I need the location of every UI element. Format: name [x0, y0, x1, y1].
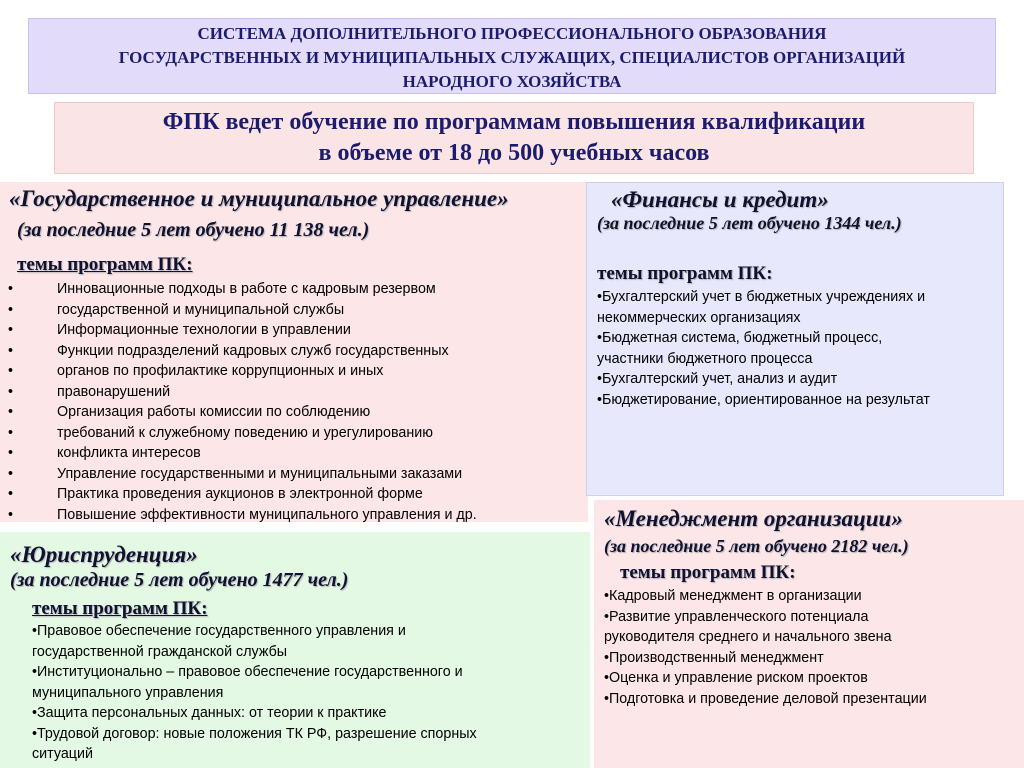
header-line: НАРОДНОГО ХОЗЯЙСТВА	[402, 72, 622, 91]
list-item: • Функции подразделений кадровых служб государственных	[8, 342, 449, 359]
list-item: • правонарушений	[8, 383, 171, 400]
topics-list	[597, 287, 1003, 410]
list-item: • Повышение эффективности муниципального управления и др.	[8, 506, 477, 523]
list-item: • государственной и муниципальной службы	[8, 301, 345, 318]
subheader-banner	[54, 102, 974, 174]
list-item: • Практика проведения аукционов в электронной форме	[8, 486, 423, 502]
panel-state-municipal-management	[0, 182, 588, 522]
header-banner	[28, 18, 996, 94]
header-line: ГОСУДАРСТВЕННЫХ И МУНИЦИПАЛЬНЫХ СЛУЖАЩИХ, СПЕЦИАЛИСТОВ ОРГАНИЗАЦИЙ	[118, 48, 906, 67]
panel-title: «Государственное и муниципальное управление»	[9, 186, 509, 211]
panel-count: (за последние 5 лет обучено 2182 чел.)	[604, 536, 909, 556]
panel-jurisprudence	[0, 532, 590, 768]
list-item: ситуаций	[32, 746, 93, 762]
list-item: • конфликта интересов	[8, 445, 201, 461]
list-item: • требований к служебному поведению и урегулированию	[8, 424, 433, 441]
list-item: •Подготовка и проведение деловой презентации	[604, 690, 927, 707]
header-line: СИСТЕМА ДОПОЛНИТЕЛЬНОГО ПРОФЕССИОНАЛЬНОГО ОБРАЗОВАНИЯ	[197, 24, 827, 43]
topics-label: темы программ ПК:	[32, 598, 208, 619]
panel-title: «Финансы и кредит»	[611, 187, 829, 212]
topics-label: темы программ ПК:	[620, 562, 796, 583]
panel-title: «Менеджмент организации»	[604, 506, 903, 531]
list-item: некоммерческих организациях	[597, 309, 801, 326]
list-item: руководителя среднего и начального звена	[604, 629, 892, 645]
panel-count: (за последние 5 лет обучено 1477 чел.)	[10, 569, 349, 591]
subheader-line: ФПК ведет обучение по программам повышения квалификации	[162, 109, 866, 135]
topics-label: темы программ ПК:	[597, 263, 773, 284]
list-item: участники бюджетного процесса	[597, 350, 813, 367]
list-item: •Производственный менеджмент	[604, 649, 824, 666]
list-item: • Управление государственными и муниципальными заказами	[8, 465, 463, 482]
list-item: • Инновационные подходы в работе с кадровым резервом	[8, 281, 436, 297]
panel-title: «Юриспруденция»	[10, 542, 198, 567]
topics-list	[8, 279, 588, 525]
list-item: • органов по профилактике коррупционных и иных	[8, 363, 384, 379]
panel-organization-management	[594, 500, 1024, 768]
topics-list	[32, 621, 590, 765]
list-item: •Институционально – правовое обеспечение государственного и	[32, 664, 463, 680]
panel-count: (за последние 5 лет обучено 1344 чел.)	[597, 213, 902, 233]
list-item: •Бюджетная система, бюджетный процесс,	[597, 330, 883, 346]
list-item: •Правовое обеспечение государственного управления и	[32, 623, 406, 639]
list-item: •Бюджетирование, ориентированное на результат	[597, 391, 930, 408]
list-item: • Организация работы комиссии по соблюдению	[8, 404, 371, 420]
list-item: •Развитие управленческого потенциала	[604, 608, 869, 625]
panel-finance-credit	[586, 182, 1004, 496]
list-item: •Трудовой договор: новые положения ТК РФ, разрешение спорных	[32, 725, 477, 742]
list-item: •Оценка и управление риском проектов	[604, 670, 868, 686]
list-item: государственной гражданской службы	[32, 643, 288, 660]
subheader-line: в объеме от 18 до 500 учебных часов	[318, 140, 710, 166]
list-item: муниципального управления	[32, 684, 224, 701]
list-item: •Кадровый менеджмент в организации	[604, 588, 862, 604]
list-item: •Бухгалтерский учет в бюджетных учреждениях и	[597, 289, 926, 305]
list-item: • Информационные технологии в управлении	[8, 322, 351, 338]
topics-list	[604, 586, 1024, 709]
list-item: •Защита персональных данных: от теории к практике	[32, 705, 387, 721]
list-item: •Бухгалтерский учет, анализ и аудит	[597, 371, 838, 387]
panel-count: (за последние 5 лет обучено 11 138 чел.)	[17, 219, 370, 241]
topics-label: темы программ ПК:	[17, 254, 193, 275]
